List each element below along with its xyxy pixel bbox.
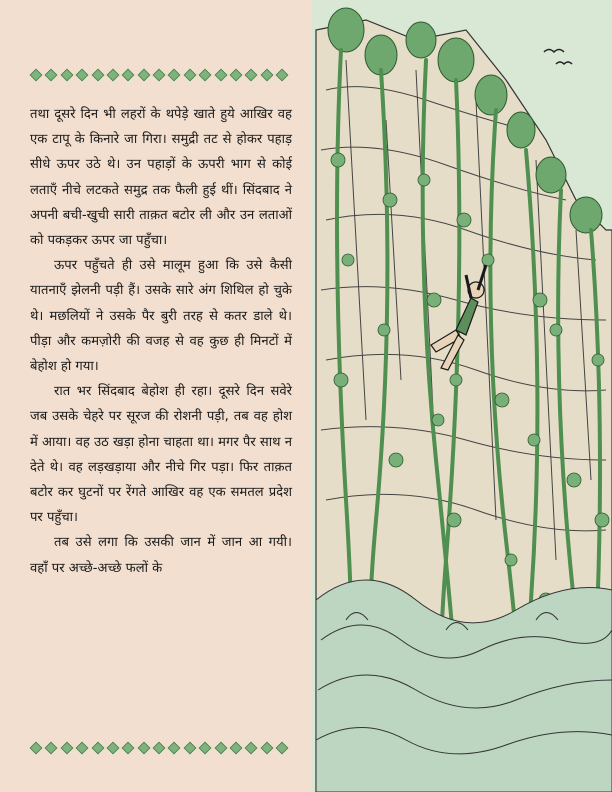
- paragraph-1: तथा दूसरे दिन भी लहरों के थपेड़े खाते हुये आखिर वह एक टापू के किनारे जा गिरा। समुद्री तट से होकर पहाड़ सीधे ऊपर उठे थे। उन पहाड़ों के ऊपरी भाग से कोई लताएँ नीचे लटकते समुद्र तक फैली हुई थीं। सिंदबाद ने अपनी बची-खुची सारी ताक़त बटोर ली और उन लताओं को पकड़कर ऊपर जा पहुँचा।: [30, 107, 292, 249]
- paragraph-2: ऊपर पहुँचते ही उसे मालूम हुआ कि उसे कैसी यातनाएँ झेलनी पड़ी हैं। उसके सारे अंग शिथिल हो चुके थे। मछलियों ने उसके पैर बुरी तरह से कतर डाले थे। पीड़ा और कमज़ोरी की वजह से वह कुछ ही मिनटों में बेहोश हो गया।: [30, 258, 292, 375]
- cliff-climber-illustration: [306, 0, 612, 792]
- decorative-border-bottom: [30, 740, 288, 756]
- paragraph-3: रात भर सिंदबाद बेहोश ही रहा। दूसरे दिन सवेरे जब उसके चेहरे पर सूरज की रोशनी पड़ी, तब वह होश में आया। वह उठ खड़ा होना चाहता था। मगर पैर साथ न देते थे। वह लड़खड़ाया और नीचे गिर पड़ा। फिर ताक़त बटोर कर घुटनों पर रेंगते आखिर वह एक समतल प्रदेश पर पहुँचा।: [30, 384, 292, 526]
- decorative-border-top: [30, 67, 288, 83]
- paragraph-4: तब उसे लगा कि उसकी जान में जान आ गयी। वहाँ पर अच्छे-अच्छे फलों के: [30, 535, 292, 576]
- story-text: [30, 102, 292, 581]
- illustration-art: [306, 0, 612, 792]
